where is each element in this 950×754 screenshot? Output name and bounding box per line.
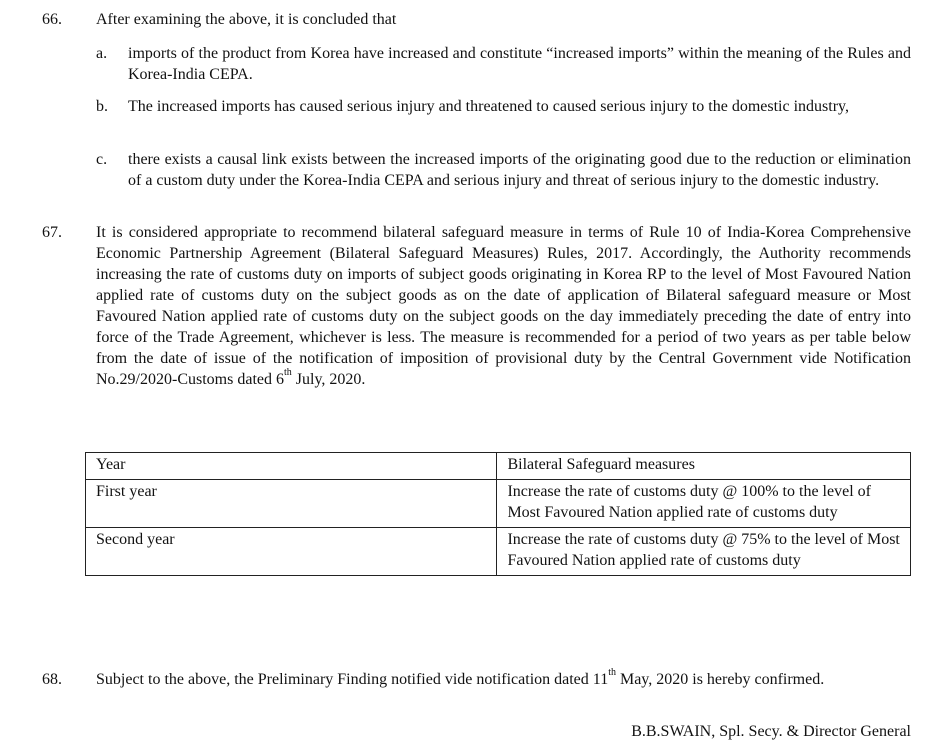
item-b-marker: b. <box>96 98 108 115</box>
table-cell-year: Second year <box>86 528 497 576</box>
para-67-date-tail: July, 2020. <box>291 371 366 388</box>
para-66-number: 66. <box>42 11 62 28</box>
item-c-marker: c. <box>96 151 108 168</box>
item-c-text: there exists a causal link exists between the increased imports of the originating good due to the reduction or elimination of a custom duty under the Korea-India CEPA and serious injury and threat of serious injury to the domestic industry. <box>128 151 911 189</box>
para-67-date-suffix: th <box>284 367 292 378</box>
para-68-number: 68. <box>42 671 62 688</box>
item-a-marker: a. <box>96 45 108 62</box>
item-b-text: The increased imports has caused serious injury and threatened to caused serious injury to the domestic industry, <box>128 98 849 115</box>
para-68-date-suffix: th <box>608 667 616 678</box>
table-cell-measure: Increase the rate of customs duty @ 75% to the level of Most Favoured Nation applied rate of customs duty <box>497 528 911 576</box>
table-cell-measure: Increase the rate of customs duty @ 100% to the level of Most Favoured Nation applied rate of customs duty <box>497 480 911 528</box>
table-header-row <box>86 453 911 480</box>
para-67-body: It is considered appropriate to recommend bilateral safeguard measure in terms of Rule 10 of India-Korea Comprehensive Economic Partnership Agreement (Bilateral Safeguard Measures) Rules, 2017. Accordingly, the Authority recommends increasing the rate of customs duty on imports of subject goods originating in Korea RP to the level of Most Favoured Nation applied rate of customs duty on the subject goods as on the date of application of Bilateral safeguard measure or Most Favoured Nation applied rate of customs duty on the subject goods on the day immediately preceding the date of entry into force of the Trade Agreement, whichever is less. The measure is recommended for a period of two years as per table below from the date of issue of the notification of imposition of provisional duty by the Central Government vide Notification No.29/2020-Customs dated 6 <box>96 224 911 388</box>
para-67-text <box>96 222 911 390</box>
table-header-year: Year <box>86 453 497 480</box>
safeguard-measures-table <box>85 452 911 576</box>
para-68-text <box>96 669 911 690</box>
table-cell-year: First year <box>86 480 497 528</box>
signature: B.B.SWAIN, Spl. Secy. & Director General <box>631 723 911 740</box>
table-header-measures: Bilateral Safeguard measures <box>497 453 911 480</box>
para-68-body: Subject to the above, the Preliminary Finding notified vide notification dated 11 <box>96 671 609 688</box>
para-67-number: 67. <box>42 224 62 241</box>
para-66-intro: After examining the above, it is concluded that <box>96 11 397 28</box>
table-row <box>86 480 911 528</box>
item-a-text: imports of the product from Korea have increased and constitute “increased imports” within the meaning of the Rules and Korea-India CEPA. <box>128 45 911 83</box>
table-row <box>86 528 911 576</box>
para-68-tail: May, 2020 is hereby confirmed. <box>615 671 825 688</box>
